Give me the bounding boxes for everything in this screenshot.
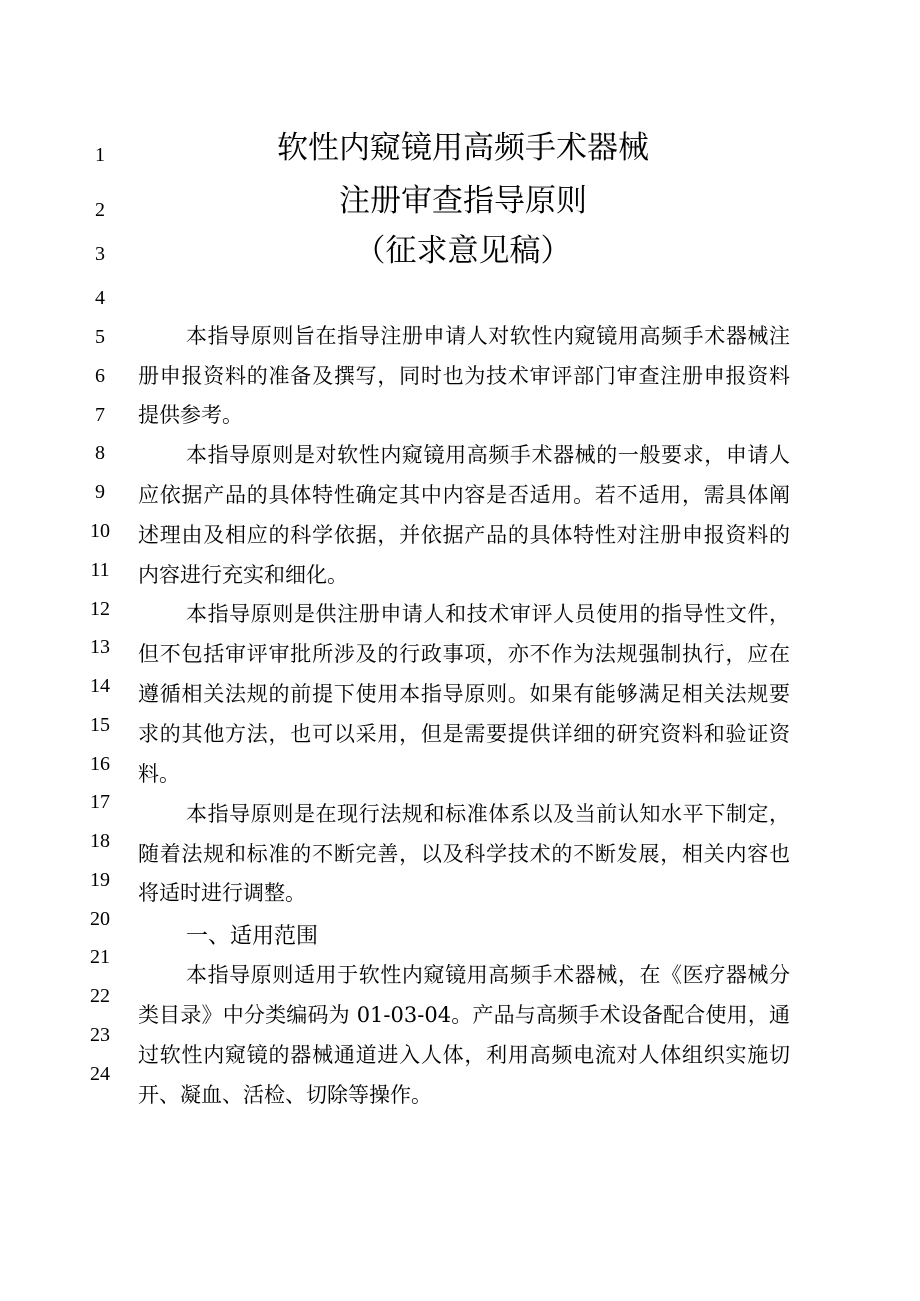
- line-number: 1: [95, 144, 105, 166]
- paragraph-line: 随着法规和标准的不断完善，以及科学技术的不断发展，相关内容也: [138, 842, 790, 866]
- line-number: 10: [90, 520, 110, 542]
- paragraph-line: 过软性内窥镜的器械通道进入人体，利用高频电流对人体组织实施切: [138, 1043, 790, 1067]
- line-number: 15: [90, 714, 110, 736]
- paragraph-line: 本指导原则是在现行法规和标准体系以及当前认知水平下制定，: [186, 802, 790, 826]
- paragraph-line: 开、凝血、活检、切除等操作。: [138, 1083, 432, 1107]
- paragraph-line: 提供参考。: [138, 403, 243, 427]
- paragraph-line: 遵循相关法规的前提下使用本指导原则。如果有能够满足相关法规要: [138, 682, 790, 706]
- paragraph-line: 本指导原则是供注册申请人和技术审评人员使用的指导性文件，: [186, 602, 790, 626]
- paragraph-line: 本指导原则适用于软性内窥镜用高频手术器械，在《医疗器械分: [186, 963, 790, 987]
- paragraph-line: 料。: [138, 762, 180, 786]
- line-number: 20: [90, 908, 110, 930]
- line-number: 23: [90, 1024, 110, 1046]
- paragraph-line: 应依据产品的具体特性确定其中内容是否适用。若不适用，需具体阐: [138, 483, 790, 507]
- paragraph-line: 求的其他方法，也可以采用，但是需要提供详细的研究资料和验证资: [138, 722, 790, 746]
- paragraph-line: 但不包括审评审批所涉及的行政事项，亦不作为法规强制执行，应在: [138, 642, 790, 666]
- line-number: 2: [95, 199, 105, 221]
- line-number: 19: [90, 869, 110, 891]
- line-number: 9: [95, 481, 105, 503]
- line-number: 6: [95, 365, 105, 387]
- line-number: 24: [90, 1063, 110, 1085]
- line-number: 8: [95, 442, 105, 464]
- line-number: 21: [90, 946, 110, 968]
- paragraph-line: 内容进行充实和细化。: [138, 563, 348, 587]
- document-title-line-3: （征求意见稿）: [354, 233, 572, 269]
- line-number: 12: [90, 598, 110, 620]
- line-number: 16: [90, 753, 110, 775]
- section-heading: 一、适用范围: [186, 924, 319, 949]
- line-number: 13: [90, 636, 110, 658]
- paragraph-line: 述理由及相应的科学依据，并依据产品的具体特性对注册申报资料的: [138, 523, 790, 547]
- paragraph-line: 本指导原则是对软性内窥镜用高频手术器械的一般要求，申请人: [186, 443, 790, 467]
- line-number: 11: [90, 559, 110, 581]
- line-number: 22: [90, 985, 110, 1007]
- paragraph-line: 本指导原则旨在指导注册申请人对软性内窥镜用高频手术器械注: [186, 324, 790, 348]
- line-number: 17: [90, 791, 110, 813]
- line-number: 14: [90, 675, 110, 697]
- document-title-line-2: 注册审查指导原则: [339, 183, 587, 219]
- line-number: 7: [95, 404, 105, 426]
- paragraph-line: 类目录》中分类编码为 01-03-04。产品与高频手术设备配合使用，通: [138, 1003, 790, 1027]
- line-number: 3: [95, 243, 105, 265]
- paragraph-line: 册申报资料的准备及撰写，同时也为技术审评部门审查注册申报资料: [138, 364, 790, 388]
- line-number: 4: [95, 287, 105, 309]
- line-number: 18: [90, 830, 110, 852]
- document-title-line-1: 软性内窥镜用高频手术器械: [277, 130, 649, 166]
- line-number: 5: [95, 326, 105, 348]
- paragraph-line: 将适时进行调整。: [138, 881, 306, 905]
